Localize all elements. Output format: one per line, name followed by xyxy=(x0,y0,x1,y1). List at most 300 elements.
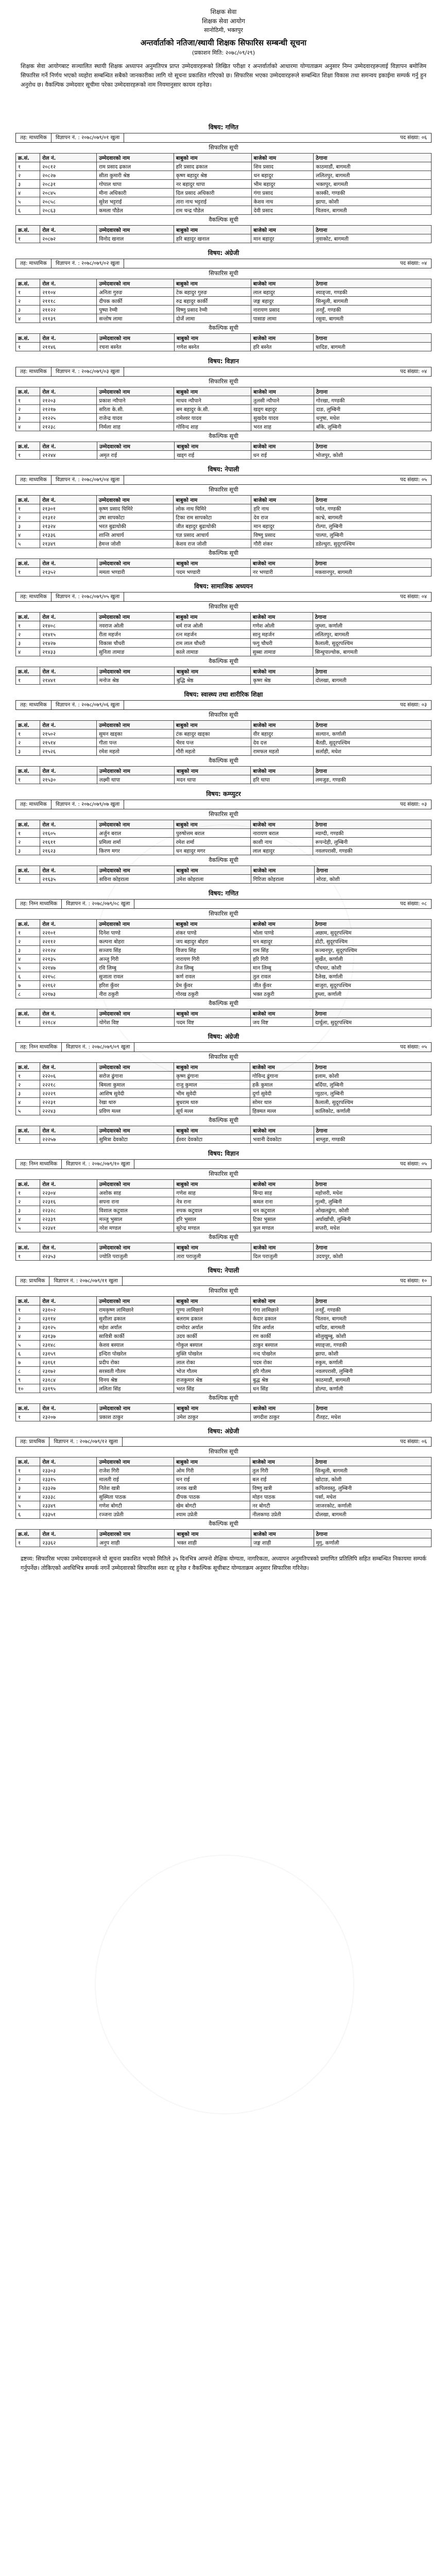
table-cell: २१११८ xyxy=(40,297,97,306)
table-row xyxy=(16,1376,432,1384)
table-cell: नारायण बराल xyxy=(250,829,313,838)
table-cell: ललितपुर, बागमती xyxy=(313,630,431,639)
table-cell: रण कार्की xyxy=(250,1332,313,1341)
table-header-row xyxy=(16,334,432,343)
table-cell: सुजाता रावल xyxy=(97,972,174,981)
subject-section xyxy=(0,889,447,1027)
result-table xyxy=(15,495,432,548)
column-header: ठेगाना xyxy=(313,1009,431,1018)
table-cell: स्याङ्जा, गण्डकी xyxy=(314,288,432,297)
advert-meta xyxy=(15,1159,432,1169)
column-header: बाजेको नाम xyxy=(250,1063,313,1072)
table-cell: श्याम उप्रेती xyxy=(174,1510,250,1519)
table-header-row xyxy=(16,1243,432,1252)
column-header: रोल नं. xyxy=(40,334,97,343)
table-cell: दिल पराजुली xyxy=(251,1252,314,1261)
table-row xyxy=(16,297,432,306)
table-row xyxy=(16,1215,432,1224)
meta-field: पद संख्या: ०५ xyxy=(400,477,427,483)
column-header: क्र.सं. xyxy=(16,1297,40,1306)
table-cell: अशोक साह xyxy=(97,1189,174,1197)
table-cell: गोरख ठकुरी xyxy=(174,990,251,998)
meta-field: विज्ञापन नं. : २०७८/०७९/०३ खुला xyxy=(51,367,124,376)
column-header: बाजेको नाम xyxy=(251,1530,314,1538)
table-cell: २१२२५ xyxy=(40,414,97,422)
table-cell: १ xyxy=(16,504,40,513)
table-cell: ७ xyxy=(16,1358,40,1367)
table-cell: टेक बहादुर गुरुङ xyxy=(174,288,251,297)
table-cell: सिन्धुपाल्चोक, बागमती xyxy=(313,648,431,656)
table-row xyxy=(16,639,432,648)
column-header: उम्मेदवारको नाम xyxy=(97,721,174,730)
table-cell: बिन्दा साह xyxy=(251,1189,313,1197)
column-header: रोल नं. xyxy=(40,387,97,396)
table-cell: २१५०२ xyxy=(40,730,97,738)
table-cell: १ xyxy=(16,1413,40,1421)
table-row xyxy=(16,1323,432,1332)
recommended-list-title: सिफारिस सूची xyxy=(209,603,238,610)
column-header: उम्मेदवारको नाम xyxy=(97,767,174,775)
column-header: रोल नं. xyxy=(40,1404,97,1413)
table-cell: लाल रोका xyxy=(174,1358,251,1367)
table-cell: नारायण प्रसाद xyxy=(251,306,314,314)
table-cell: देव दत्त xyxy=(251,738,314,747)
table-header-row xyxy=(16,154,432,162)
column-header: उम्मेदवारको नाम xyxy=(97,613,174,621)
table-cell: ४ xyxy=(16,1493,40,1501)
column-header: बाबुको नाम xyxy=(174,1458,250,1466)
table-cell: राजकुमार श्रेष्ठ xyxy=(174,1376,251,1384)
table-row xyxy=(16,531,432,539)
table-cell: प्रमिला शर्मा xyxy=(97,838,174,846)
table-cell: दोर्जे लामा xyxy=(174,314,251,323)
meta-field: पद संख्या: ०४ xyxy=(400,369,427,375)
table-cell: तेज लिम्बु xyxy=(174,963,251,972)
table-cell: अनिता गुरुङ xyxy=(97,288,174,297)
column-header: क्र.सं. xyxy=(16,1009,40,1018)
table-cell: १० xyxy=(16,1384,40,1393)
table-cell: १ xyxy=(16,1072,40,1080)
table-header-row xyxy=(16,226,432,234)
table-cell: २२१५८ xyxy=(40,972,97,981)
table-cell: धन बहादुर xyxy=(251,937,313,946)
table-cell: सुब्बा तामाङ xyxy=(250,648,313,656)
subject-sections xyxy=(0,123,447,1547)
table-cell: उमेश ठाकुर xyxy=(175,1413,251,1421)
table-cell: १ xyxy=(16,928,40,937)
table-cell: २१६११ xyxy=(40,838,97,846)
table-cell: १ xyxy=(16,234,40,243)
table-cell: २१२०३ xyxy=(40,396,97,405)
meta-field: पद संख्या: ०४ xyxy=(400,261,427,266)
table-cell: बिमला कुमाल xyxy=(97,1080,174,1089)
column-header: रोल नं. xyxy=(40,1126,97,1135)
table-cell: ४ xyxy=(16,955,40,963)
column-header: बाजेको नाम xyxy=(250,559,313,568)
table-row xyxy=(16,180,432,189)
table-cell: केशव नाथ xyxy=(251,197,314,206)
table-header-row xyxy=(16,1530,432,1538)
table-cell: रौतहट, मधेश xyxy=(314,1413,431,1421)
table-cell: अमृत राई xyxy=(97,451,175,460)
table-cell: २१४१५ xyxy=(40,630,97,639)
table-cell: ४ xyxy=(16,1215,40,1224)
table-cell: २२११२ xyxy=(40,937,97,946)
table-cell: २११०४ xyxy=(40,288,97,297)
table-cell: राम सिंह xyxy=(251,946,313,955)
subject-section xyxy=(0,1149,447,1261)
column-header: बाजेको नाम xyxy=(251,667,313,676)
column-header: बाजेको नाम xyxy=(251,920,313,928)
table-cell: १ xyxy=(16,875,40,884)
meta-field: पद संख्या: ०८ xyxy=(400,901,427,907)
table-cell: गिरिजा कोइराला xyxy=(251,875,314,884)
meta-field: तह: प्राथमिक xyxy=(16,1437,49,1446)
table-cell: बुधराम थारु xyxy=(174,1098,250,1107)
table-cell: ४ xyxy=(16,1332,40,1341)
table-cell: कञ्चनपुर, सुदूरपश्चिम xyxy=(313,946,431,955)
recommended-list-title: सिफारिस सूची xyxy=(209,144,238,151)
table-cell: सुरेन्द्र मण्डल xyxy=(174,1224,251,1232)
table-cell: किरण मगर xyxy=(97,846,174,855)
subject-title: विषय: अंग्रेजी xyxy=(208,249,239,257)
table-cell: प्रकाश न्यौपाने xyxy=(97,396,174,405)
table-cell: ६ xyxy=(16,1510,40,1519)
table-cell: २३१०२ xyxy=(40,1306,97,1314)
table-cell: लोक नाथ घिमिरे xyxy=(174,504,251,513)
table-cell: रुद्र बहादुर कार्की xyxy=(174,297,251,306)
table-cell: तनहुँ, गण्डकी xyxy=(313,1306,431,1314)
table-row xyxy=(16,513,432,522)
meta-field: विज्ञापन नं. : २०७८/०७९/०८ खुला xyxy=(62,900,134,908)
column-header: क्र.सं. xyxy=(16,721,40,730)
column-header: बाबुको नाम xyxy=(174,387,251,396)
column-header: उम्मेदवारको नाम xyxy=(97,1458,174,1466)
table-cell: हर्के कुमाल xyxy=(250,1080,313,1089)
table-cell: रमेश शर्मा xyxy=(174,838,250,846)
subject-title: विषय: नेपाली xyxy=(208,1267,239,1274)
table-row xyxy=(16,1135,432,1144)
column-header: क्र.सं. xyxy=(16,1063,40,1072)
table-cell: ज्योति पराजुली xyxy=(97,1252,174,1261)
table-row xyxy=(16,504,432,513)
table-cell: पुण्य लामिछाने xyxy=(174,1306,251,1314)
result-table xyxy=(15,1062,432,1115)
table-cell: अछाम, सुदूरपश्चिम xyxy=(313,928,431,937)
table-cell: हेमन्त जोशी xyxy=(96,539,174,548)
table-row xyxy=(16,234,432,243)
meta-field: पद संख्या: ०५ xyxy=(400,1161,427,1167)
table-cell: गोविन्द शाह xyxy=(174,422,251,431)
column-header: रोल नं. xyxy=(40,1180,97,1189)
column-header: ठेगाना xyxy=(314,1404,431,1413)
advert-meta xyxy=(15,259,432,268)
table-row xyxy=(16,1107,432,1115)
table-cell: लमजुङ, गण्डकी xyxy=(313,775,431,784)
table-cell: कमल राना xyxy=(251,1197,313,1206)
table-row xyxy=(16,1349,432,1358)
table-row xyxy=(16,1018,432,1027)
table-header-row xyxy=(16,1009,432,1018)
table-cell: मकवानपुर, बागमती xyxy=(313,568,431,577)
table-cell: मीना अधिकारी xyxy=(97,189,174,197)
table-row xyxy=(16,197,432,206)
column-header: रोल नं. xyxy=(40,866,97,875)
table-cell: बल राई xyxy=(250,1475,313,1484)
table-row xyxy=(16,396,432,405)
table-cell: १ xyxy=(16,829,40,838)
table-cell: तनहुँ, गण्डकी xyxy=(314,306,432,314)
table-cell: २३१२५ xyxy=(40,1323,97,1332)
table-cell: ४ xyxy=(16,531,40,539)
table-cell: ठाकुर बस्याल xyxy=(250,1341,313,1349)
column-header: क्र.सं. xyxy=(16,226,40,234)
table-cell: भैरव पन्त xyxy=(174,738,251,747)
table-cell: वीर बहादुर xyxy=(251,730,314,738)
table-cell: झापा, कोशी xyxy=(314,197,432,206)
table-cell: दीपक कार्की xyxy=(97,297,174,306)
table-cell: २२२०६ xyxy=(40,1072,97,1080)
column-header: बाबुको नाम xyxy=(174,1063,250,1072)
table-cell: धन राई xyxy=(174,1475,250,1484)
column-header: ठेगाना xyxy=(314,1243,432,1252)
table-cell: फुल मण्डल xyxy=(251,1224,313,1232)
table-cell: ३ xyxy=(16,1484,40,1493)
table-cell: विजय सिंह xyxy=(174,946,251,955)
table-cell: १ xyxy=(16,676,40,685)
column-header: रोल नं. xyxy=(40,667,97,676)
table-cell: ३ xyxy=(16,306,40,314)
table-cell: मोहन पाठक xyxy=(250,1493,313,1501)
column-header: बाजेको नाम xyxy=(251,442,314,451)
table-row xyxy=(16,1493,432,1501)
column-header: बाजेको नाम xyxy=(251,387,314,396)
column-header: उम्मेदवारको नाम xyxy=(97,667,174,676)
table-row xyxy=(16,747,432,756)
table-cell: २३१४८ xyxy=(40,1341,97,1349)
column-header: ठेगाना xyxy=(313,667,431,676)
table-header-row xyxy=(16,1063,432,1072)
table-cell: २०८५८ xyxy=(40,197,97,206)
column-header: बाजेको नाम xyxy=(251,279,314,288)
column-header: बाजेको नाम xyxy=(250,1009,313,1018)
table-cell: राजु कुमाल xyxy=(174,1080,250,1089)
table-cell: निर्मला शाह xyxy=(97,422,174,431)
table-cell: ३ xyxy=(16,414,40,422)
recommended-list-title: सिफारिस सूची xyxy=(209,378,238,385)
table-cell: मान लिम्बु xyxy=(251,963,313,972)
table-cell: २३१७२ xyxy=(40,1367,97,1376)
table-cell: बुद्धि श्रेष्ठ xyxy=(174,676,250,685)
table-row xyxy=(16,162,432,171)
result-table xyxy=(15,612,432,656)
table-row xyxy=(16,1224,432,1232)
column-header: क्र.सं. xyxy=(16,154,40,162)
column-header: बाजेको नाम xyxy=(251,1126,314,1135)
table-cell: लाल बहादुर xyxy=(251,288,314,297)
table-row xyxy=(16,963,432,972)
table-cell: दिल प्रसाद अधिकारी xyxy=(174,189,251,197)
table-row xyxy=(16,648,432,656)
table-row xyxy=(16,1510,432,1519)
table-cell: २२१२४ xyxy=(40,946,97,955)
column-header: बाबुको नाम xyxy=(174,1243,251,1252)
table-row xyxy=(16,1080,432,1089)
table-cell: १ xyxy=(16,1538,40,1547)
table-cell: २१२४४ xyxy=(40,451,97,460)
column-header: बाबुको नाम xyxy=(174,767,250,775)
table-cell: कृष्ण प्रसाद घिमिरे xyxy=(96,504,174,513)
column-header: ठेगाना xyxy=(314,1126,431,1135)
subject-section xyxy=(0,248,447,351)
table-cell: धनुषा, मधेश xyxy=(314,414,431,422)
table-row xyxy=(16,981,432,990)
result-table xyxy=(15,225,432,243)
table-cell: दामोदर अर्याल xyxy=(174,1323,251,1332)
table-row xyxy=(16,568,432,577)
table-row xyxy=(16,206,432,215)
table-cell: यज्ञ प्रसाद आचार्य xyxy=(174,531,251,539)
table-cell: कर्ण रावल xyxy=(174,972,251,981)
table-cell: हरि भुसाल xyxy=(174,1215,251,1224)
column-header: बाबुको नाम xyxy=(174,667,250,676)
table-cell: गणेश ओली xyxy=(250,621,313,630)
table-cell: ४ xyxy=(16,648,40,656)
recommended-list-title: सिफारिस सूची xyxy=(209,910,238,917)
table-cell: १ xyxy=(16,568,40,577)
table-cell: २२३३९ xyxy=(40,1215,97,1224)
subject-title: विषय: अंग्रेजी xyxy=(208,1428,239,1435)
table-cell: हरिश कुँवर xyxy=(97,981,174,990)
alternate-list-title: वैकल्पिक सूची xyxy=(209,757,238,764)
table-cell: दीपक पाठक xyxy=(174,1493,250,1501)
table-cell: डोल्पा, कर्णाली xyxy=(313,1384,431,1393)
column-header: क्र.सं. xyxy=(16,496,40,504)
table-header-row xyxy=(16,920,432,928)
table-cell: सुनिता तामाङ xyxy=(97,648,174,656)
table-cell: केशव बस्याल xyxy=(97,1341,174,1349)
column-header: क्र.सं. xyxy=(16,559,40,568)
table-cell: नवलपरासी, लुम्बिनी xyxy=(313,1367,431,1376)
table-cell: खेम बोगटी xyxy=(174,1501,250,1510)
column-header: बाबुको नाम xyxy=(174,613,250,621)
table-cell: हरि बस्नेत xyxy=(251,343,313,351)
column-header: उम्मेदवारको नाम xyxy=(97,920,174,928)
table-cell: २२३०४ xyxy=(40,1189,97,1197)
table-cell: जाजरकोट, कर्णाली xyxy=(313,1501,432,1510)
table-cell: भरत शाह xyxy=(251,422,314,431)
table-cell: राजेश गिरी xyxy=(97,1466,174,1475)
table-cell: विकास चौधरी xyxy=(97,639,174,648)
meta-field: तह: माध्यमिक xyxy=(16,701,51,709)
advert-meta xyxy=(15,1042,432,1052)
table-cell: २१२१७ xyxy=(40,405,97,414)
table-row xyxy=(16,306,432,314)
meta-field: विज्ञापन नं. : २०७८/०७९/१० खुला xyxy=(62,1160,134,1168)
table-cell: रुपक कटुवाल xyxy=(174,1206,251,1215)
table-cell: विष्णु खत्री xyxy=(250,1484,313,1493)
table-cell: धादिङ, बागमती xyxy=(313,1323,431,1332)
table-header-row xyxy=(16,820,432,829)
table-cell: रीता महर्जन xyxy=(97,630,174,639)
meta-field: तह: माध्यमिक xyxy=(16,592,51,601)
table-header-row xyxy=(16,387,432,396)
meta-field: पद संख्या: ०४ xyxy=(400,594,427,600)
table-cell: ३ xyxy=(16,747,40,756)
table-header-row xyxy=(16,866,432,875)
table-cell: अर्घाखाँची, लुम्बिनी xyxy=(313,1215,432,1224)
subject-title: विषय: कम्प्युटर xyxy=(206,790,241,798)
subject-section xyxy=(0,1427,447,1547)
result-table xyxy=(15,919,432,998)
table-cell: सूर्य मल्ल xyxy=(174,1107,250,1115)
table-cell: काले तामाङ xyxy=(174,648,250,656)
column-header: बाजेको नाम xyxy=(251,721,314,730)
table-cell: ५ xyxy=(16,1107,40,1115)
table-row xyxy=(16,422,432,431)
table-row xyxy=(16,946,432,955)
table-cell: ममता भण्डारी xyxy=(97,568,174,577)
intro-paragraph: शिक्षक सेवा आयोगबाट सञ्चालित स्थायी शिक्षक अध्यापन अनुमतिपत्र प्राप्त उम्मेदवारहरूको लिखित परीक्षा र अन्तर्वार्ताको आधारमा योग्यताक्रम अनुसार निम्न उम्मेदवारहरूलाई विज्ञापन बमोजिम सिफारिस गर्ने निर्णय भएको व्यहोरा सम्बन्धित सबैको जानकारीका लागि यो सूचना प्रकाशित गरिएको छ। सिफारिस भएका उम्मेदवारहरूले सम्बन्धित शिक्षा विकास तथा समन्वय इकाईमा सम्पर्क गर्नु हुन अनुरोध छ। वैकल्पिक उम्मेदवार सूचीमा परेका उम्मेदवारहरूको नाम नियमानुसार कायम रहनेछ। xyxy=(21,63,426,88)
table-cell: स्याङ्जा, गण्डकी xyxy=(313,1341,431,1349)
table-cell: पाँचथर, कोशी xyxy=(313,963,431,972)
table-cell: टिका भुसाल xyxy=(251,1215,313,1224)
table-cell: प्रेम कुँवर xyxy=(174,981,251,990)
column-header: बाबुको नाम xyxy=(174,1126,251,1135)
table-cell: २१५१४ xyxy=(40,738,97,747)
column-header: ठेगाना xyxy=(313,767,431,775)
table-cell: भरत सिंह xyxy=(174,1384,251,1393)
table-cell: मञ्जु भुसाल xyxy=(97,1215,174,1224)
column-header: उम्मेदवारको नाम xyxy=(97,559,174,568)
table-cell: नर भण्डारी xyxy=(250,568,313,577)
column-header: ठेगाना xyxy=(313,613,431,621)
table-cell: २१४३३ xyxy=(40,648,97,656)
table-cell: २३३५१ xyxy=(40,1510,97,1519)
column-header: रोल नं. xyxy=(40,1243,97,1252)
table-cell: ललिता सिंह xyxy=(97,1384,174,1393)
column-header: ठेगाना xyxy=(314,442,432,451)
table-cell: दार्चुला, सुदूरपश्चिम xyxy=(313,1018,431,1027)
table-cell: केशव राज जोशी xyxy=(174,539,251,548)
table-cell: २१६२३ xyxy=(40,846,97,855)
table-cell: रामफल महतो xyxy=(251,747,314,756)
table-cell: चितवन, बागमती xyxy=(313,1314,431,1323)
table-cell: उदय कार्की xyxy=(174,1332,251,1341)
meta-field: विज्ञापन नं. : २०७८/०७९/०१ खुला xyxy=(51,133,124,142)
table-cell: नवराज ओली xyxy=(97,621,174,630)
table-row xyxy=(16,676,432,685)
table-cell: जङ्ग बहादुर xyxy=(251,297,314,306)
table-header-row xyxy=(16,279,432,288)
table-cell: बैतडी, सुदूरपश्चिम xyxy=(314,738,432,747)
table-cell: शंकर पाण्डे xyxy=(174,928,251,937)
column-header: क्र.सं. xyxy=(16,1126,40,1135)
table-cell: १ xyxy=(16,1135,40,1144)
table-cell: खड्ग बहादुर xyxy=(251,405,314,414)
table-cell: नुवाकोट, बागमती xyxy=(314,234,432,243)
table-cell: २ xyxy=(16,838,40,846)
table-cell: प्रविण मल्ल xyxy=(97,1107,174,1115)
meta-field: पद संख्या: १० xyxy=(400,1278,427,1284)
table-cell: कपिलवस्तु, लुम्बिनी xyxy=(313,1484,432,1493)
table-cell: जङ्ग शाही xyxy=(251,1538,314,1547)
column-header: रोल नं. xyxy=(40,721,97,730)
column-header: ठेगाना xyxy=(313,1458,432,1466)
table-cell: माधव न्यौपाने xyxy=(174,396,251,405)
table-cell: नीलकण्ठ उप्रेती xyxy=(250,1510,313,1519)
table-cell: सन्तोष लामा xyxy=(97,314,174,323)
